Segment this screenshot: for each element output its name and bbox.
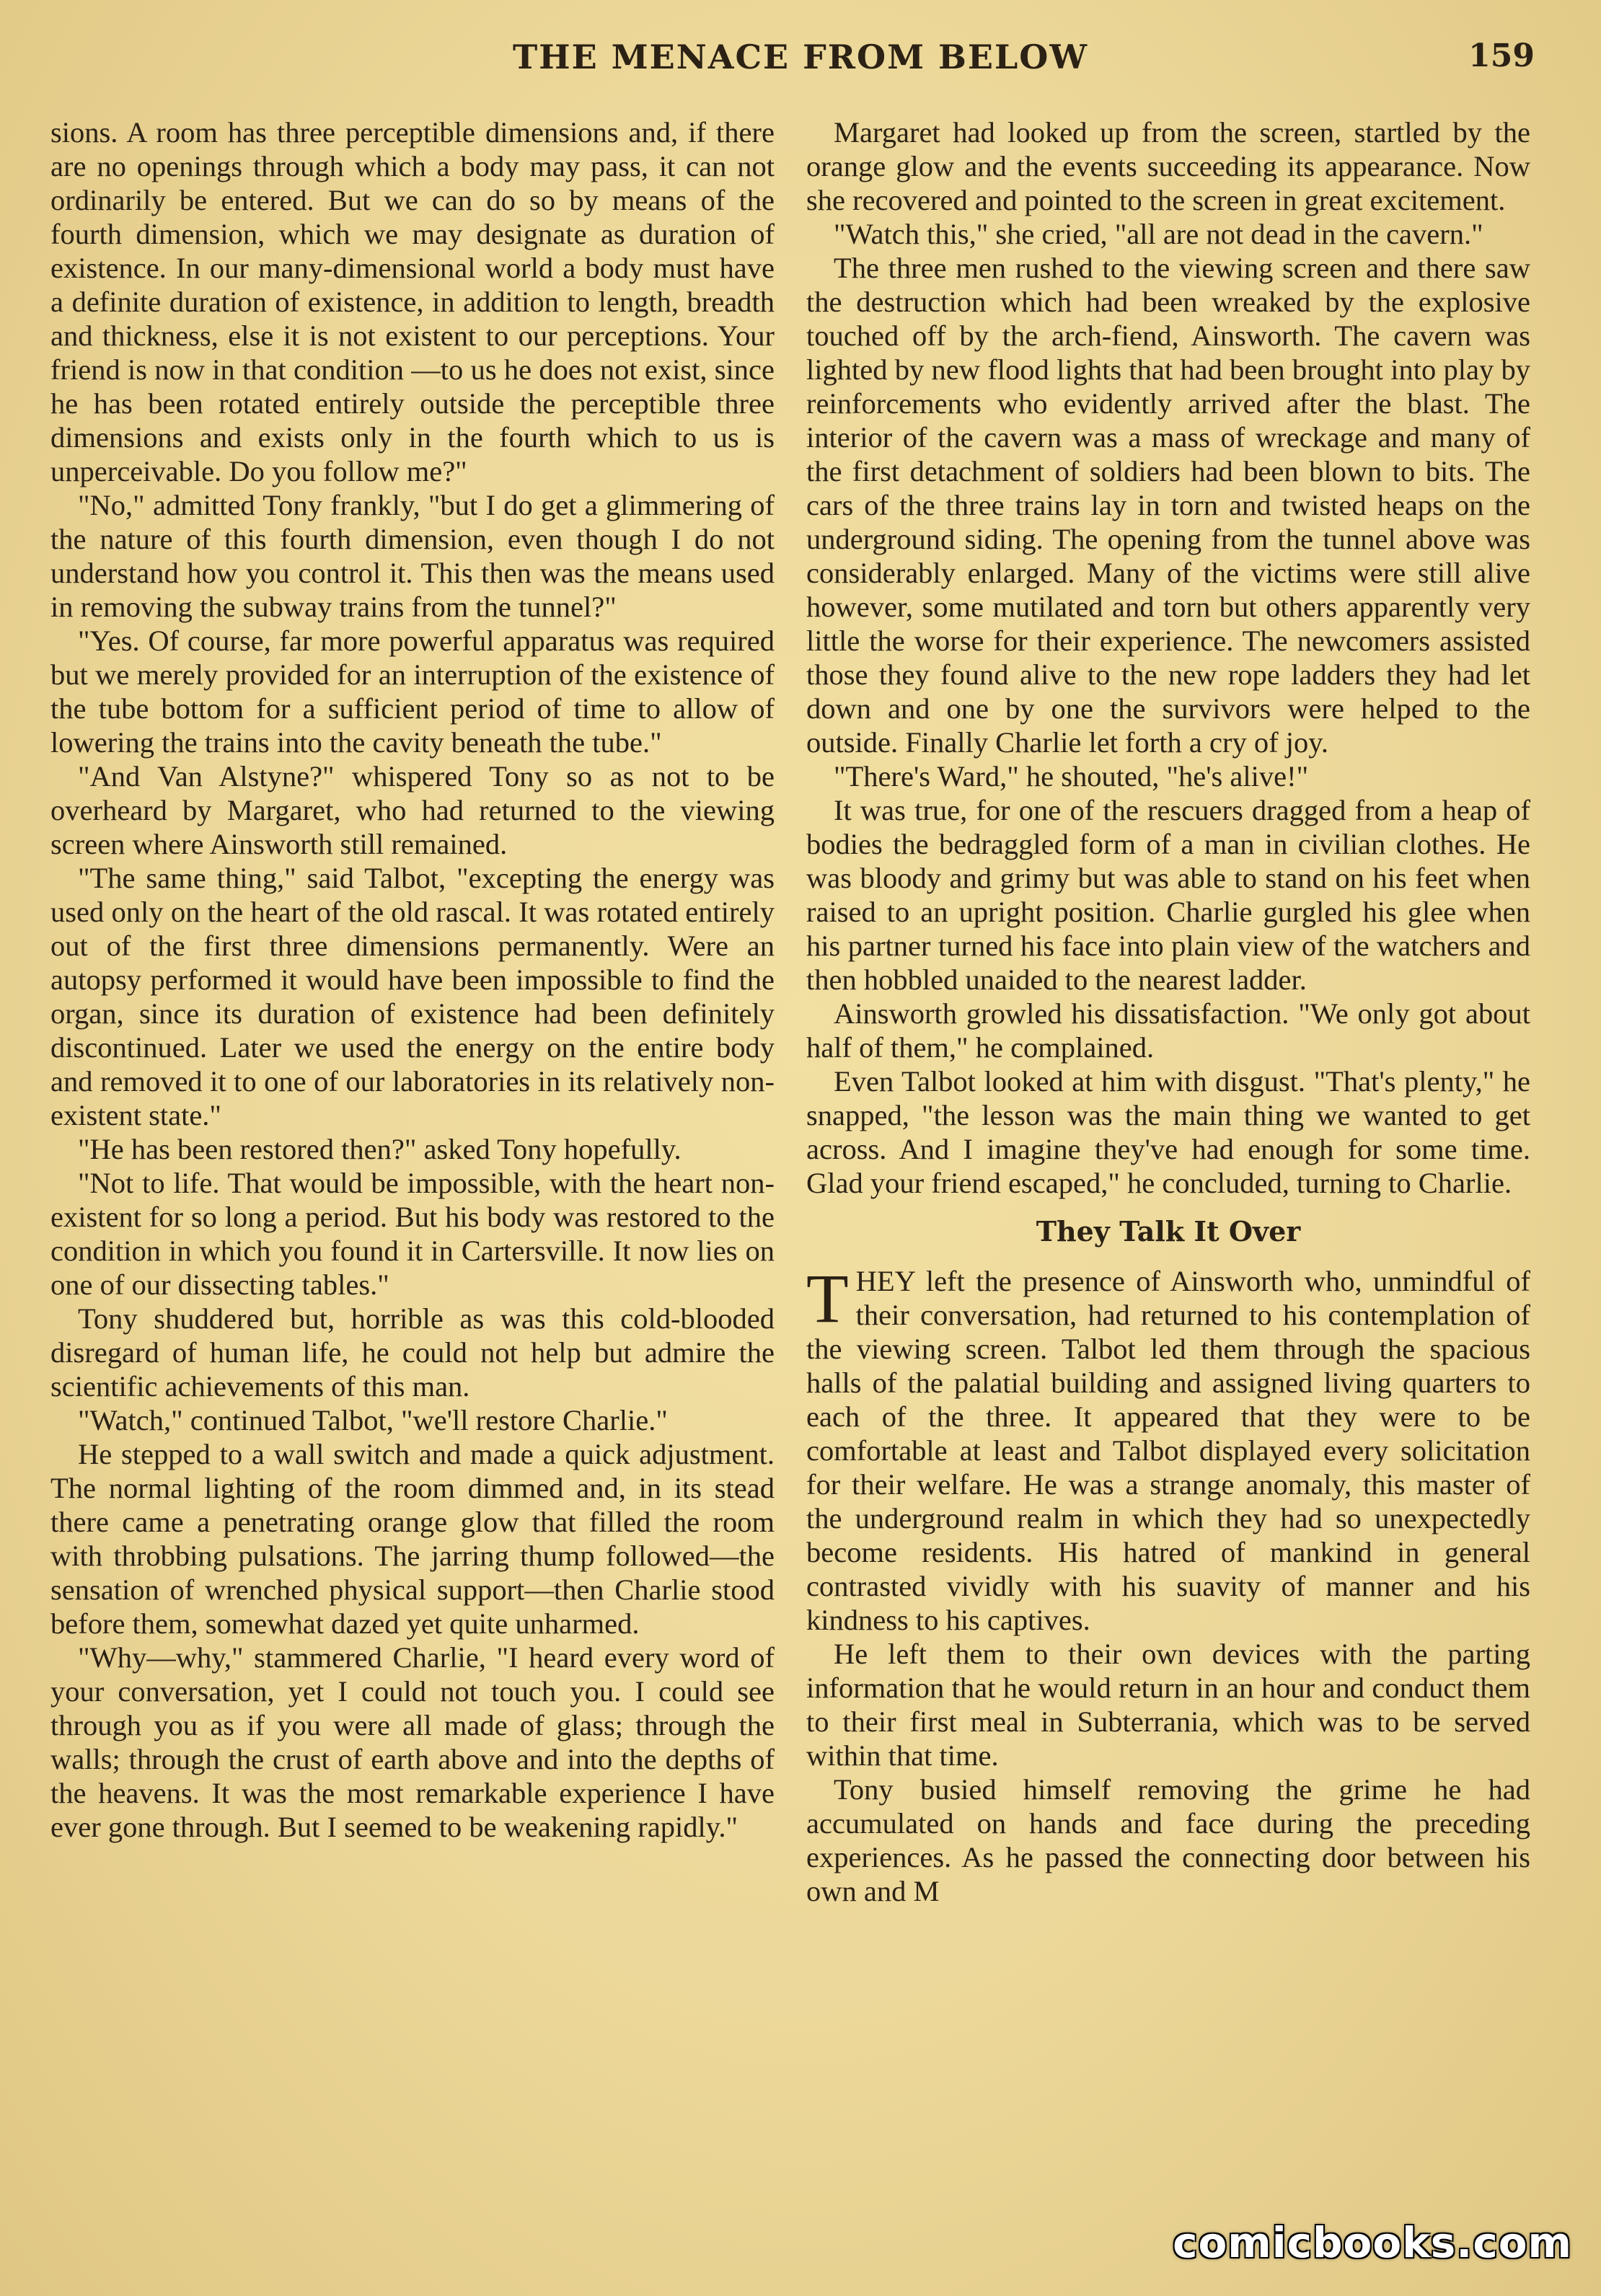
paragraph: "There's Ward," he shouted, "he's alive!" bbox=[834, 760, 1309, 792]
page-header bbox=[0, 37, 1601, 95]
paragraph: "The same thing," said Talbot, "excepting the energy was used only on the heart of the old rascal. It was rotated entirely out of the first three dimensions permanently. Were an autopsy performed it would have been impossible to find the organ, since its duration of existence had been definitely discontinued. Later we used the energy on the entire body and removed it to one of our laboratories in its relatively non-existent state." bbox=[50, 862, 775, 1131]
right-column bbox=[806, 115, 1530, 1908]
section-subheading: They Talk It Over bbox=[1036, 1215, 1301, 1248]
paragraph: Tony busied himself removing the grime he had accumulated on hands and face during the preceding experiences. As he passed the connecting door between his own and M bbox=[806, 1773, 1530, 1907]
paragraph: Margaret had looked up from the screen, startled by the orange glow and the events succeeding its appearance. Now she recovered and pointed to the screen in great excitement. bbox=[806, 116, 1530, 216]
paragraph: Ainsworth growled his dissatisfaction. "We only got about half of them," he complained. bbox=[806, 997, 1530, 1064]
paragraph: sions. A room has three perceptible dimensions and, if there are no openings through which a body may pass, it can not ordinarily be entered. But we can do so by means of the fourth dimension, which we may designate as duration of existence. In our many-dimensional world a body must have a definite duration of existence, in addition to length, breadth and thickness, else it is not existent to our perceptions. Your friend is now in that condition —to us he does not exist, since he has been rotated entirely outside the perceptible three dimensions and exists only in the fourth which to us is unperceivable. Do you follow me?" bbox=[50, 116, 775, 487]
paragraph: It was true, for one of the rescuers dragged from a heap of bodies the bedraggled form of a man in civilian clothes. He was bloody and grimy but was able to stand on his feet when raised to an upright position. Charlie gurgled his glee when his partner turned his face into plain view of the watchers and then hobbled unaided to the nearest ladder. bbox=[806, 794, 1530, 996]
paragraph: "Watch this," she cried, "all are not dead in the cavern." bbox=[834, 218, 1483, 250]
paragraph: "Why—why," stammered Charlie, "I heard every word of your conversation, yet I could not touch you. I could see through you as if you were all made of glass; through the walls; through the crust of earth above and into the depths of the heavens. It was the most remarkable experience I have ever gone through. But I seemed to be weakening rapidly." bbox=[50, 1641, 775, 1843]
paragraph: "He has been restored then?" asked Tony hopefully. bbox=[78, 1133, 682, 1165]
drop-cap: T bbox=[806, 1260, 849, 1337]
running-title: THE MENACE FROM BELOW bbox=[512, 37, 1089, 76]
paragraph: He stepped to a wall switch and made a quick adjustment. The normal lighting of the room dimmed and, in its stead there came a penetrating orange glow that filled the room with throbbing pulsations. The jarring thump followed—the sensation of wrenched physical support—then Charlie stood before them, somewhat dazed yet quite unharmed. bbox=[50, 1438, 775, 1640]
paragraph: "And Van Alstyne?" whispered Tony so as not to be overheard by Margaret, who had returned to the viewing screen where Ainsworth still remained. bbox=[50, 760, 775, 860]
paragraph: "Not to life. That would be impossible, with the heart non-existent for so long a period. But his body was restored to the condition in which you found it in Cartersville. It now lies on one of our dissecting tables." bbox=[50, 1167, 775, 1301]
drop-cap-paragraph-text: HEY left the presence of Ainsworth who, unmindful of their conversation, had returned to his contemplation of the viewing screen. Talbot led them through the spacious halls of the palatial building and assigned living quarters to each of the three. It appeared that they were to be comfortable at least and Talbot displayed every solicitation for their welfare. He was a strange anomaly, this master of the underground realm in which they had so unexpectedly become residents. His hatred of mankind in general contrasted vividly with his suavity of manner and his kindness to his captives. bbox=[806, 1265, 1530, 1636]
paragraph: "Watch," continued Talbot, "we'll restore Charlie." bbox=[78, 1404, 668, 1436]
paragraph: The three men rushed to the viewing screen and there saw the destruction which had been wreaked by the explosive touched off by the arch-fiend, Ainsworth. The cavern was lighted by new flood lights that had been brought into play by reinforcements who evidently arrived after the blast. The interior of the cavern was a mass of wreckage and many of the first detachment of soldiers had been blown to bits. The cars of the three trains lay in torn and twisted heaps on the underground siding. The opening from the tunnel above was considerably enlarged. Many of the victims were still alive however, some mutilated and torn but others apparently very little the worse for their experience. The newcomers assisted those they found alive to the new rope ladders they had let down and one by one the survivors were helped to the outside. Finally Charlie let forth a cry of joy. bbox=[806, 252, 1530, 759]
drop-cap-paragraph bbox=[806, 1260, 1530, 1637]
paragraph: "No," admitted Tony frankly, "but I do get a glimmering of the nature of this fourth dimension, even though I do not understand how you control it. This then was the means used in removing the subway trains from the tunnel?" bbox=[50, 489, 775, 623]
paragraph: "Yes. Of course, far more powerful apparatus was required but we merely provided for an interruption of the existence of the tube bottom for a sufficient period of time to allow of lowering the trains into the cavity beneath the tube." bbox=[50, 624, 775, 759]
paragraph: He left them to their own devices with the parting information that he would return in an hour and conduct them to their first meal in Subterrania, which was to be served within that time. bbox=[806, 1638, 1530, 1772]
paragraph: Tony shuddered but, horrible as was this cold-blooded disregard of human life, he could not help but admire the scientific achievements of this man. bbox=[50, 1302, 775, 1403]
paragraph: Even Talbot looked at him with disgust. "That's plenty," he snapped, "the lesson was the main thing we wanted to get across. And I imagine they've had enough for some time. Glad your friend escaped," he concluded, turning to Charlie. bbox=[806, 1065, 1530, 1199]
page-number: 159 bbox=[1468, 37, 1535, 74]
site-watermark: comicbooks.com bbox=[1173, 2218, 1572, 2267]
left-column bbox=[50, 115, 775, 1844]
